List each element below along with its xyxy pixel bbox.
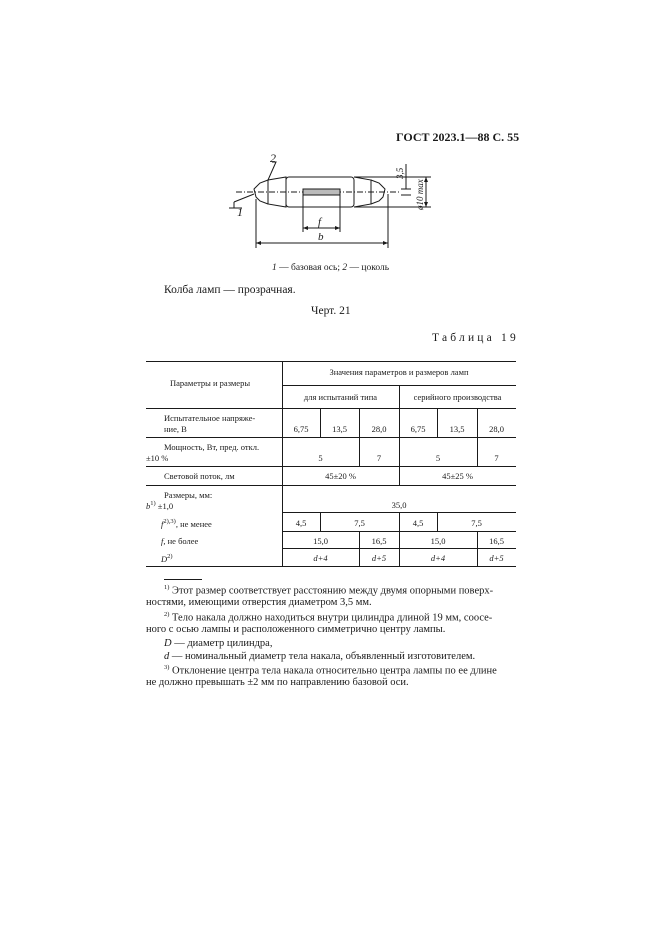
table-cell: 13,5 bbox=[332, 424, 347, 434]
table-rule bbox=[146, 408, 516, 409]
page-header: ГОСТ 2023.1—88 С. 55 bbox=[396, 130, 520, 144]
table-cell: 7 bbox=[494, 453, 499, 463]
table-cell: 13,5 bbox=[449, 424, 465, 434]
table-cell: 6,75 bbox=[410, 424, 426, 434]
row-b-label: $b^{1)} \pm 1,0$ bbox=[146, 500, 174, 511]
table-rule bbox=[146, 437, 516, 438]
table-cell: 4,5 bbox=[295, 518, 307, 528]
footnote-3-cont: не должно превышать ±2 мм по направлению базовой оси. bbox=[146, 677, 409, 688]
header-values: Значения параметров и размеров ламп bbox=[329, 367, 469, 377]
table-cell: 28,0 bbox=[371, 424, 387, 434]
row-flux-label: Световой поток, лм bbox=[164, 471, 235, 481]
figure-caption: 1 — базовая ось; 2 — цоколь bbox=[272, 263, 390, 273]
footnote-3: $^{3)}$ Отклонение центра тела накала относительно центра лампы по ее длине bbox=[164, 664, 497, 677]
row-f-max-label: f, не более bbox=[161, 536, 199, 546]
table-cell: d+4 bbox=[430, 553, 446, 563]
header-type-tests: для испытаний типа bbox=[303, 392, 378, 402]
parameters-table bbox=[146, 361, 516, 567]
table-rule bbox=[146, 566, 516, 567]
dim-3-5-label: 3,5 bbox=[395, 167, 405, 179]
footnote-2-cont: ного с осью лампы и расположенного симметрично центру лампы. bbox=[146, 624, 446, 635]
row-f-min-label: $f^{2),3)}$, не менее bbox=[161, 518, 212, 529]
header-serial: серийного производства bbox=[413, 392, 502, 402]
row-voltage-label-cont: ние, В bbox=[164, 424, 187, 434]
footnote-1-cont: ностями, имеющими отверстия диаметром 3,5 мм. bbox=[146, 597, 372, 608]
table-cell: 15,0 bbox=[430, 536, 446, 546]
row-d-label: $D^{2)}$ bbox=[161, 553, 173, 564]
table-cell: 5 bbox=[318, 453, 323, 463]
table-cell: 7,5 bbox=[471, 518, 482, 528]
footnote-2: $^{2)}$ Тело накала должно находиться внутри цилиндра длиной 19 мм, соосе- bbox=[164, 611, 493, 624]
table-cell: 45±20 % bbox=[325, 471, 356, 481]
table-cell: 28,0 bbox=[489, 424, 504, 434]
label-2: 2 bbox=[270, 152, 276, 165]
footnote-divider bbox=[164, 579, 202, 580]
table-label: Таблица 19 bbox=[432, 332, 519, 344]
table-rule bbox=[146, 485, 516, 486]
row-voltage-label: Испытательное напряже- bbox=[164, 413, 256, 423]
table-cell: d+5 bbox=[489, 553, 504, 563]
figure-label: Черт. 21 bbox=[311, 305, 351, 317]
header-params: Параметры и размеры bbox=[170, 378, 251, 388]
table-cell: 4,5 bbox=[412, 518, 424, 528]
table-cell: 7,5 bbox=[354, 518, 365, 528]
dim-f-label: f bbox=[318, 216, 322, 228]
table-cell: d+5 bbox=[371, 553, 387, 563]
table-cell: d+4 bbox=[313, 553, 328, 563]
dim-diameter-label: ø10 max bbox=[415, 179, 425, 210]
table-cell: 16,5 bbox=[489, 536, 504, 546]
table-cell: 45±25 % bbox=[442, 471, 473, 481]
table-cell: 35,0 bbox=[391, 500, 407, 510]
table-cell: 7 bbox=[376, 453, 382, 463]
row-dims-label: Размеры, мм: bbox=[164, 490, 213, 500]
table-cell: 6,75 bbox=[293, 424, 309, 434]
table-rule bbox=[146, 361, 516, 362]
row-power-label-cont: ±10 % bbox=[146, 453, 169, 463]
footnote-2-d-nom: d — номинальный диаметр тела накала, объявленный изготовителем. bbox=[164, 651, 476, 662]
table-cell: 5 bbox=[435, 453, 441, 463]
footnote-1: $^{1)}$ Этот размер соответствует расстоянию между двумя опорными поверх- bbox=[164, 584, 494, 597]
table-cell: 16,5 bbox=[371, 536, 387, 546]
table-cell: 15,0 bbox=[313, 536, 328, 546]
footnote-2-d-cyl: D — диаметр цилиндра, bbox=[164, 638, 273, 649]
dim-b-label: b bbox=[318, 231, 324, 243]
label-1: 1 bbox=[237, 205, 243, 219]
lamp-drawing bbox=[226, 152, 446, 260]
row-power-label: Мощность, Вт, пред. откл. bbox=[164, 442, 260, 452]
table-rule bbox=[146, 466, 516, 467]
flask-note: Колба ламп — прозрачная. bbox=[164, 284, 296, 296]
